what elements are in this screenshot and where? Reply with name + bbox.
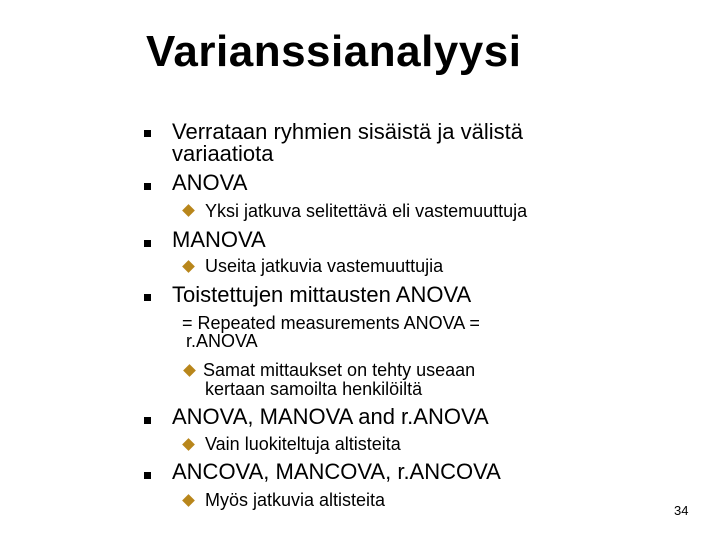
square-bullet-icon xyxy=(144,183,151,190)
bullet-2-text: ANOVA xyxy=(172,170,248,195)
square-bullet-icon xyxy=(144,472,151,479)
bullet-3-text: MANOVA xyxy=(172,227,266,252)
bullet-2-sub: Yksi jatkuva selitettävä eli vastemuuttuja xyxy=(205,201,528,221)
bullet-4-sub-line-2: kertaan samoilta henkilöiltä xyxy=(205,379,423,399)
bullet-4-sub-plain-line-2: r.ANOVA xyxy=(186,331,258,351)
bullet-4-sub-line-1: Samat mittaukset on tehty useaan xyxy=(203,360,476,380)
square-bullet-icon xyxy=(144,240,151,247)
diamond-bullet-icon xyxy=(182,204,195,217)
diamond-bullet-icon xyxy=(182,260,195,273)
bullet-1-line-2: variaatiota xyxy=(172,141,274,166)
bullet-5-text: ANOVA, MANOVA and r.ANOVA xyxy=(172,404,489,429)
diamond-bullet-icon xyxy=(183,364,196,377)
page-number: 34 xyxy=(674,503,689,518)
bullet-1-line-1: Verrataan ryhmien sisäistä ja välistä xyxy=(172,119,523,144)
square-bullet-icon xyxy=(144,417,151,424)
bullet-4-text: Toistettujen mittausten ANOVA xyxy=(172,282,472,307)
bullet-4-sub-plain-line-1: = Repeated measurements ANOVA = xyxy=(182,313,480,333)
diamond-bullet-icon xyxy=(182,438,195,451)
square-bullet-icon xyxy=(144,294,151,301)
bullet-4-sub-line-1-row xyxy=(182,360,475,380)
bullet-3-sub: Useita jatkuvia vastemuuttujia xyxy=(205,256,444,276)
bullet-5-sub: Vain luokiteltuja altisteita xyxy=(205,434,401,454)
square-bullet-icon xyxy=(144,130,151,137)
bullet-6-sub: Myös jatkuvia altisteita xyxy=(205,490,386,510)
slide-title: Varianssianalyysi xyxy=(146,27,522,76)
diamond-bullet-icon xyxy=(182,494,195,507)
bullet-6-text: ANCOVA, MANCOVA, r.ANCOVA xyxy=(172,459,501,484)
